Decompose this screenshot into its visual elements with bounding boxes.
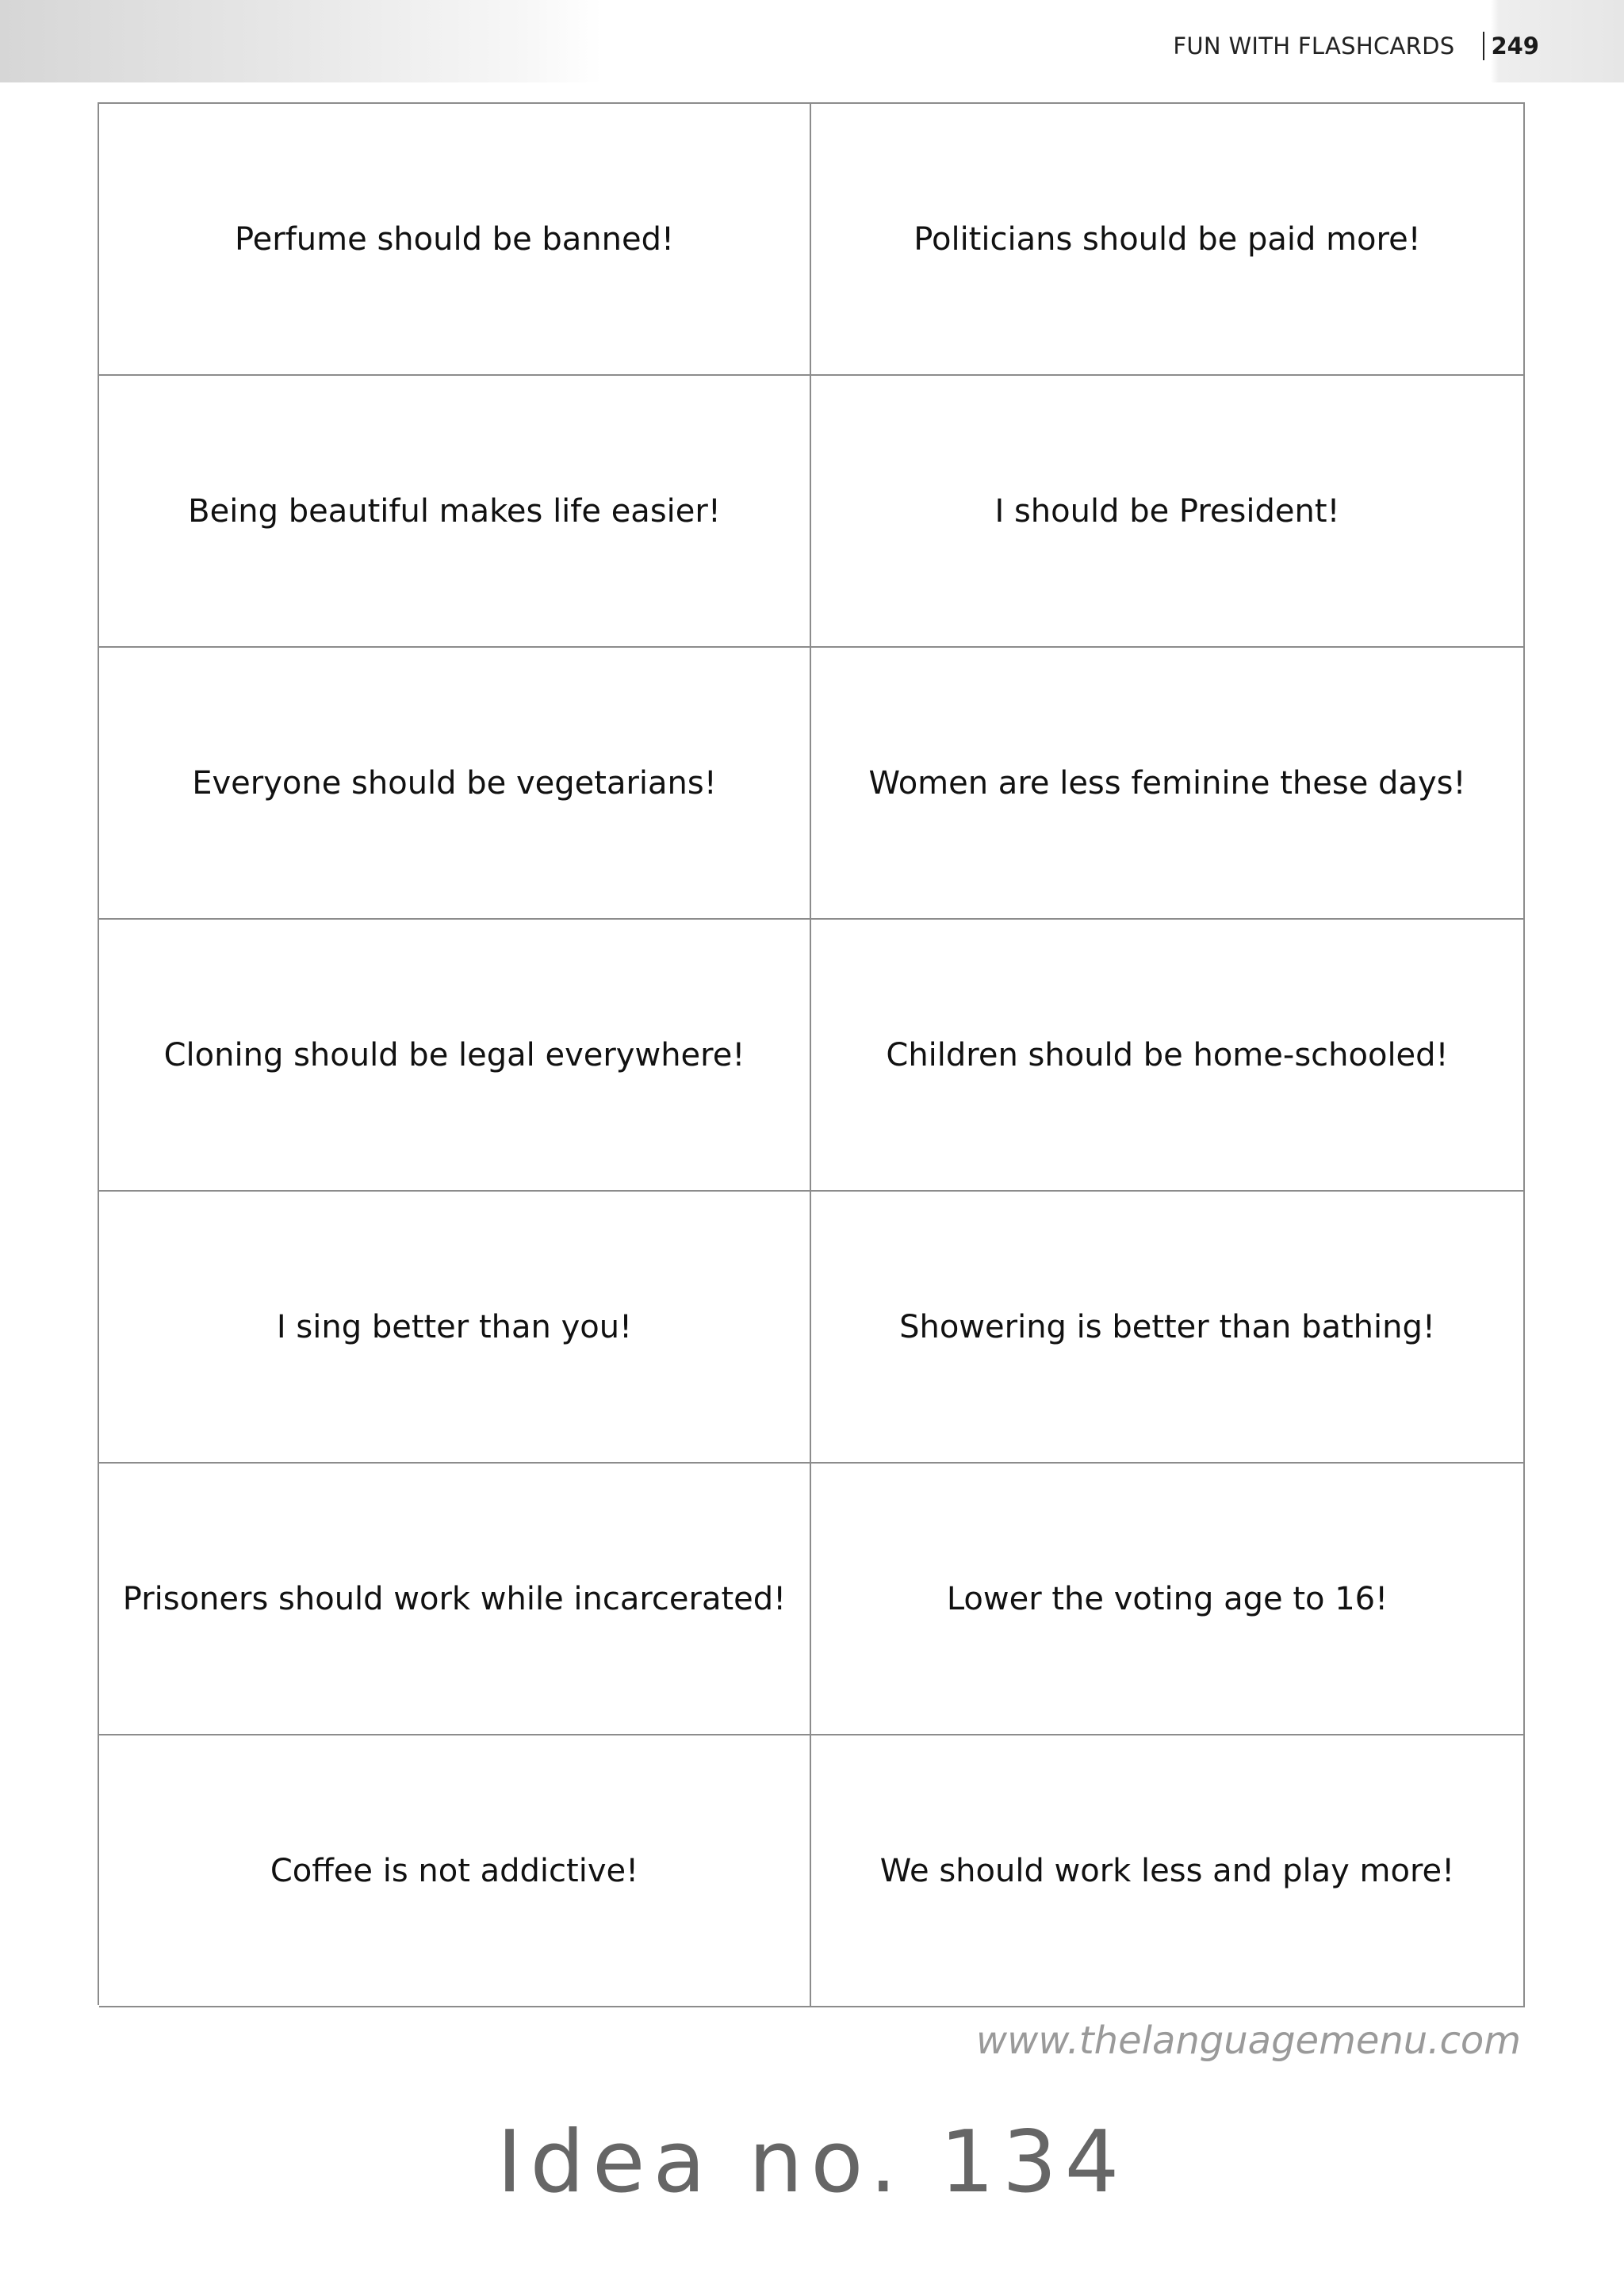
flashcard-text: Children should be home-schooled! xyxy=(886,1036,1449,1073)
page-number: 249 xyxy=(1491,33,1539,59)
flashcard-text: Women are less feminine these days! xyxy=(868,764,1466,802)
flashcard xyxy=(811,1192,1525,1464)
flashcard xyxy=(811,1464,1525,1735)
flashcard xyxy=(99,920,811,1192)
section-title: FUN WITH FLASHCARDS xyxy=(1173,33,1455,59)
flashcard xyxy=(99,1735,811,2007)
header-separator xyxy=(1483,32,1484,60)
flashcard-text: Cloning should be legal everywhere! xyxy=(163,1036,745,1073)
website-url: www.thelanguagemenu.com xyxy=(975,2019,1521,2063)
flashcard xyxy=(811,376,1525,648)
flashcard xyxy=(811,648,1525,920)
flashcard xyxy=(99,1464,811,1735)
flashcard xyxy=(99,376,811,648)
flashcard xyxy=(811,920,1525,1192)
flashcard-text: Coffee is not addictive! xyxy=(270,1852,639,1889)
flashcard-text: Being beautiful makes life easier! xyxy=(188,492,721,530)
flashcard xyxy=(99,104,811,376)
flashcard-text: We should work less and play more! xyxy=(879,1852,1455,1889)
flashcard xyxy=(99,1192,811,1464)
flashcard xyxy=(811,1735,1525,2007)
flashcard-grid xyxy=(98,102,1525,2005)
flashcard-text: Showering is better than bathing! xyxy=(899,1308,1435,1345)
flashcard-text: I should be President! xyxy=(994,492,1340,530)
flashcard-text: Perfume should be banned! xyxy=(234,220,675,258)
flashcard-text: Prisoners should work while incarcerated! xyxy=(122,1580,787,1617)
flashcard xyxy=(811,104,1525,376)
flashcard-text: Politicians should be paid more! xyxy=(914,220,1421,258)
flashcard-text: I sing better than you! xyxy=(276,1308,633,1345)
flashcard-text: Lower the voting age to 16! xyxy=(946,1580,1388,1617)
flashcard-text: Everyone should be vegetarians! xyxy=(192,764,717,802)
flashcard xyxy=(99,648,811,920)
idea-number-label: Idea no. 134 xyxy=(496,2113,1128,2212)
running-head xyxy=(1173,29,1539,63)
